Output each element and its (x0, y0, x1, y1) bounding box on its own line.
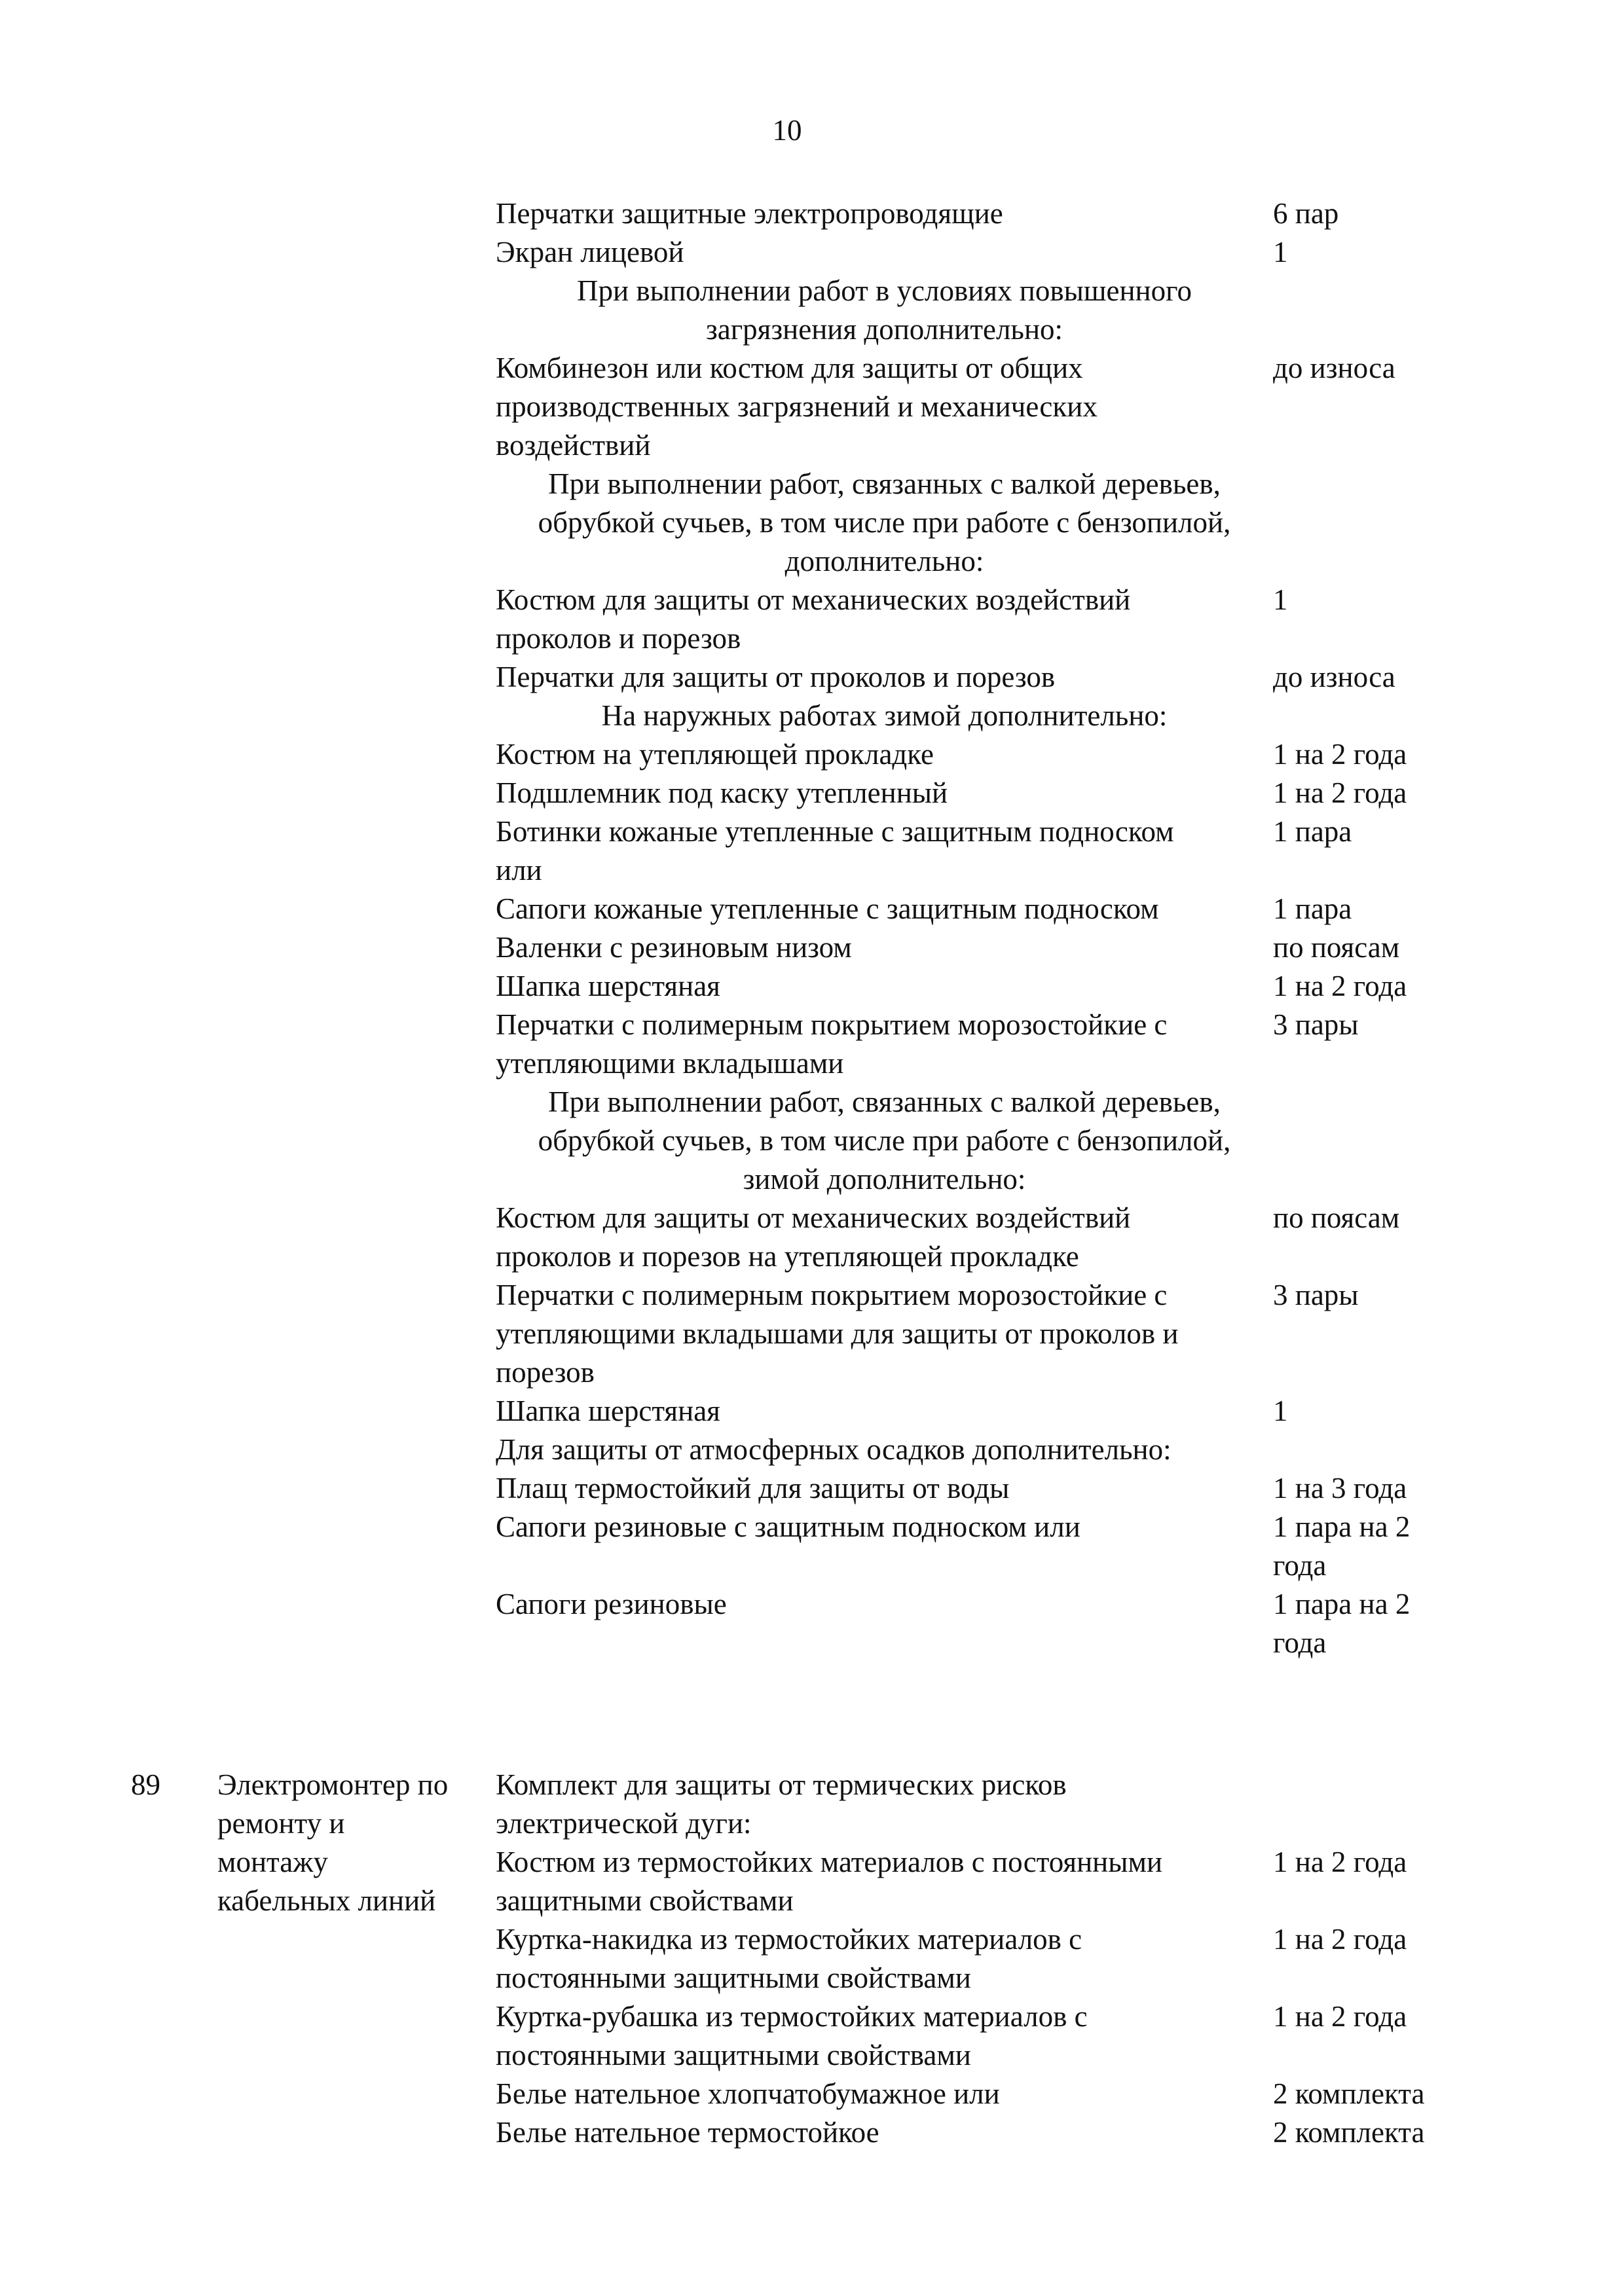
ppe-item-norm (1273, 1392, 1543, 1430)
ppe-item-name (496, 349, 1273, 465)
ppe-item-name-line: Комбинезон или костюм для защиты от общих (496, 352, 1083, 384)
ppe-item-name (496, 1508, 1273, 1585)
ppe-item-norm (1273, 1276, 1543, 1392)
ppe-item-norm (1273, 2075, 1543, 2113)
upper-section (496, 194, 1543, 1662)
ppe-row (496, 1392, 1543, 1430)
ppe-row (496, 812, 1543, 890)
ppe-item-norm-line: по поясам (1273, 1201, 1400, 1234)
ppe-item-norm-line: до износа (1273, 352, 1395, 384)
ppe-item-name-line: Перчатки с полимерным покрытием морозостойкие с (496, 1279, 1168, 1311)
condition-heading (496, 1766, 1273, 1843)
ppe-item-norm-line: 1 пара на 2 (1273, 1588, 1411, 1620)
ppe-row (496, 1199, 1543, 1276)
ppe-item-name-line: Перчатки для защиты от проколов и порезов (496, 661, 1056, 693)
ppe-item-norm (1273, 1199, 1543, 1276)
ppe-item-norm-line: 1 на 2 года (1273, 776, 1407, 809)
entry-items (496, 1766, 1543, 2152)
ppe-item-name (496, 928, 1273, 967)
condition-heading-line: загрязнения дополнительно: (705, 313, 1063, 346)
ppe-item-name (496, 1920, 1273, 1997)
ppe-item-name-line: порезов (496, 1356, 595, 1389)
ppe-item-name (496, 1585, 1273, 1662)
ppe-item-norm (1273, 581, 1543, 658)
profession-line: Электромонтер по (217, 1768, 449, 1801)
ppe-row (496, 194, 1543, 233)
condition-heading-line: электрической дуги: (496, 1807, 752, 1840)
ppe-item-norm-line: 1 (1273, 236, 1288, 268)
ppe-row (496, 2075, 1543, 2113)
ppe-item-name-line: Костюм из термостойких материалов с постоянными (496, 1846, 1163, 1878)
ppe-item-norm-line: по поясам (1273, 931, 1400, 964)
ppe-item-norm (1273, 1469, 1543, 1508)
ppe-item-name (496, 581, 1273, 658)
ppe-item-norm (1273, 1585, 1543, 1662)
ppe-item-name-line: проколов и порезов (496, 622, 741, 655)
page-number: 10 (772, 114, 802, 147)
ppe-item-norm (1273, 967, 1543, 1006)
ppe-item-name-line: производственных загрязнений и механических (496, 390, 1098, 423)
ppe-row (496, 774, 1543, 812)
ppe-item-norm (1273, 774, 1543, 812)
condition-heading-line: Для защиты от атмосферных осадков дополнительно: (496, 1433, 1172, 1466)
ppe-item-name-line: Сапоги резиновые (496, 1588, 727, 1620)
ppe-row (496, 1843, 1543, 1920)
ppe-item-name (496, 890, 1273, 928)
condition-heading-line: При выполнении работ, связанных с валкой деревьев, (548, 467, 1221, 500)
entry-number: 89 (131, 1768, 160, 1801)
condition-heading (496, 465, 1273, 581)
ppe-row (496, 1997, 1543, 2075)
condition-heading-line: дополнительно: (784, 545, 984, 577)
ppe-item-norm-line: до износа (1273, 661, 1395, 693)
ppe-row (496, 890, 1543, 928)
ppe-item-name (496, 194, 1273, 233)
ppe-item-name-line: Белье нательное хлопчатобумажное или (496, 2077, 1000, 2110)
profession-line: монтажу (217, 1846, 328, 1878)
condition-heading-line: обрубкой сучьев, в том числе при работе с бензопилой, (538, 1124, 1231, 1157)
ppe-item-name-line: Сапоги резиновые с защитным подноском или (496, 1510, 1080, 1543)
profession-line: ремонту и (217, 1807, 345, 1840)
ppe-item-norm-line: 1 на 2 года (1273, 2000, 1407, 2033)
ppe-item-norm (1273, 1920, 1543, 1997)
ppe-row (496, 2113, 1543, 2152)
ppe-item-name (496, 1006, 1273, 1083)
ppe-item-name-line: постоянными защитными свойствами (496, 1961, 971, 1994)
ppe-item-name-line: или (496, 854, 542, 886)
ppe-item-name-line: Плащ термостойкий для защиты от воды (496, 1472, 1010, 1504)
ppe-item-name-line: Экран лицевой (496, 236, 684, 268)
ppe-item-norm (1273, 1508, 1543, 1585)
ppe-item-norm-line: 1 на 2 года (1273, 970, 1407, 1002)
ppe-item-name-line: Перчатки защитные электропроводящие (496, 197, 1003, 230)
ppe-item-norm (1273, 233, 1543, 272)
ppe-item-name-line: Шапка шерстяная (496, 1394, 720, 1427)
condition-heading (496, 1083, 1273, 1199)
ppe-item-norm-line: 2 комплекта (1273, 2077, 1425, 2110)
ppe-item-norm (1273, 194, 1543, 233)
condition-heading (496, 1430, 1273, 1469)
ppe-item-name-line: утепляющими вкладышами (496, 1047, 844, 1080)
ppe-item-name (496, 2113, 1273, 2152)
ppe-item-name-line: Валенки с резиновым низом (496, 931, 852, 964)
ppe-row (496, 1508, 1543, 1585)
ppe-item-norm-line: 1 на 2 года (1273, 1923, 1407, 1956)
profession-line: кабельных линий (217, 1884, 436, 1917)
ppe-item-name-line: Костюм для защиты от механических воздействий (496, 1201, 1131, 1234)
ppe-row (496, 1469, 1543, 1508)
condition-heading-line: зимой дополнительно: (743, 1163, 1026, 1195)
ppe-item-name-line: Подшлемник под каску утепленный (496, 776, 948, 809)
ppe-item-norm-line: 1 на 2 года (1273, 738, 1407, 771)
ppe-row (496, 1006, 1543, 1083)
ppe-item-name-line: Белье нательное термостойкое (496, 2116, 879, 2149)
ppe-item-name (496, 774, 1273, 812)
condition-heading-line: обрубкой сучьев, в том числе при работе с бензопилой, (538, 506, 1231, 539)
ppe-item-norm-line: 1 на 2 года (1273, 1846, 1407, 1878)
ppe-item-name-line: Куртка-накидка из термостойких материалов с (496, 1923, 1082, 1956)
condition-heading-line: При выполнении работ, связанных с валкой деревьев, (548, 1085, 1221, 1118)
ppe-item-norm-line: 6 пар (1273, 197, 1339, 230)
ppe-item-norm-line: 1 на 3 года (1273, 1472, 1407, 1504)
ppe-row (496, 1920, 1543, 1997)
ppe-item-name-line: утепляющими вкладышами для защиты от проколов и (496, 1317, 1179, 1350)
ppe-item-norm (1273, 1006, 1543, 1083)
ppe-item-name-line: воздействий (496, 429, 651, 462)
ppe-row (496, 928, 1543, 967)
ppe-item-name (496, 1276, 1273, 1392)
ppe-item-norm-line: 1 пара (1273, 815, 1352, 848)
ppe-row (496, 349, 1543, 465)
condition-heading-line: При выполнении работ в условиях повышенного (577, 274, 1192, 307)
ppe-item-name-line: проколов и порезов на утепляющей прокладке (496, 1240, 1079, 1273)
ppe-item-norm (1273, 812, 1543, 890)
ppe-item-norm-line: 1 пара (1273, 892, 1352, 925)
ppe-item-name-line: постоянными защитными свойствами (496, 2039, 971, 2071)
condition-heading-line: На наружных работах зимой дополнительно: (601, 699, 1168, 732)
ppe-item-name-line: Перчатки с полимерным покрытием морозостойкие с (496, 1008, 1168, 1041)
condition-heading-line: Комплект для защиты от термических рисков (496, 1768, 1067, 1801)
ppe-item-norm-line: 3 пары (1273, 1008, 1359, 1041)
ppe-row (496, 1276, 1543, 1392)
ppe-item-norm (1273, 658, 1543, 697)
ppe-item-name-line: Костюм для защиты от механических воздействий (496, 583, 1131, 616)
ppe-item-name (496, 735, 1273, 774)
ppe-item-name-line: Шапка шерстяная (496, 970, 720, 1002)
condition-heading (496, 272, 1273, 349)
ppe-item-name (496, 1843, 1273, 1920)
ppe-item-name-line: Куртка-рубашка из термостойких материалов с (496, 2000, 1088, 2033)
ppe-item-name (496, 1469, 1273, 1508)
entry-profession (217, 1766, 492, 1920)
ppe-row (496, 581, 1543, 658)
ppe-item-name (496, 233, 1273, 272)
ppe-item-name-line: Ботинки кожаные утепленные с защитным подноском (496, 815, 1174, 848)
ppe-item-norm-line: 1 (1273, 583, 1288, 616)
ppe-item-name-line: Костюм на утепляющей прокладке (496, 738, 934, 771)
ppe-item-name (496, 1199, 1273, 1276)
ppe-item-norm (1273, 349, 1543, 465)
ppe-item-name (496, 658, 1273, 697)
ppe-row (496, 735, 1543, 774)
ppe-item-norm (1273, 1997, 1543, 2075)
ppe-item-norm (1273, 735, 1543, 774)
ppe-row (496, 658, 1543, 697)
ppe-item-name (496, 812, 1273, 890)
ppe-row (496, 1585, 1543, 1662)
ppe-item-norm (1273, 928, 1543, 967)
ppe-item-name (496, 1392, 1273, 1430)
ppe-item-name (496, 1997, 1273, 2075)
ppe-item-norm (1273, 890, 1543, 928)
ppe-item-norm-line: 3 пары (1273, 1279, 1359, 1311)
ppe-item-norm (1273, 2113, 1543, 2152)
ppe-item-name-line: Сапоги кожаные утепленные с защитным подноском (496, 892, 1159, 925)
ppe-item-norm-line: года (1273, 1626, 1327, 1659)
ppe-item-name-line: защитными свойствами (496, 1884, 794, 1917)
ppe-item-name (496, 967, 1273, 1006)
ppe-item-norm-line: 2 комплекта (1273, 2116, 1425, 2149)
ppe-row (496, 967, 1543, 1006)
condition-heading (496, 697, 1273, 735)
ppe-item-norm-line: года (1273, 1549, 1327, 1582)
ppe-item-norm-line: 1 пара на 2 (1273, 1510, 1411, 1543)
ppe-item-name (496, 2075, 1273, 2113)
ppe-row (496, 233, 1543, 272)
ppe-item-norm (1273, 1843, 1543, 1920)
ppe-item-norm-line: 1 (1273, 1394, 1288, 1427)
